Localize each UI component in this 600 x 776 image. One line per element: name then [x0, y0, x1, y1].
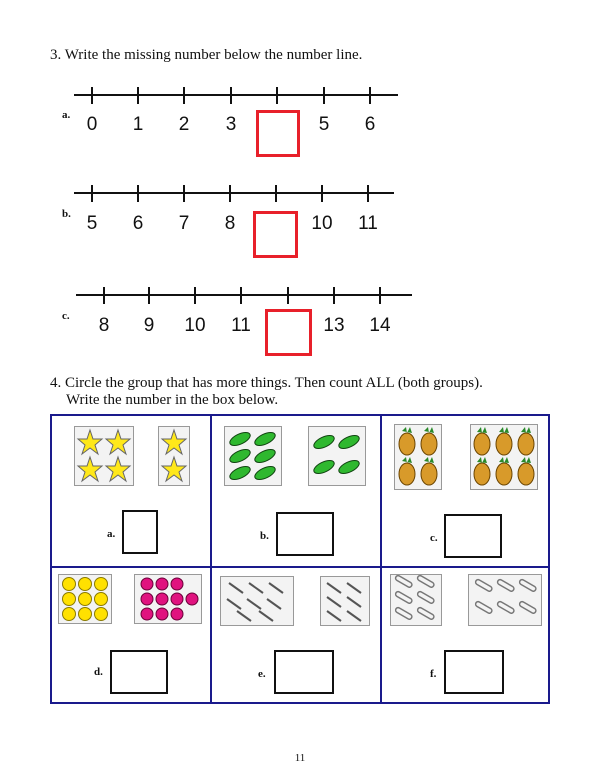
- group-left-a[interactable]: [74, 426, 134, 486]
- pineapple-icon: [471, 425, 537, 489]
- question-4-text-line-2: Write the number in the box below.: [66, 392, 279, 408]
- grid-cell-e: [212, 568, 378, 712]
- number-line-c-label: c.: [62, 310, 70, 322]
- number-line-c-number: 13: [323, 315, 345, 336]
- number-line-a-number: 1: [132, 114, 144, 135]
- cell-label-d: d.: [94, 666, 103, 678]
- number-line-b-number: 6: [132, 213, 144, 234]
- number-line-b: [74, 185, 394, 202]
- number-line-c-number: 9: [143, 315, 155, 336]
- group-right-e[interactable]: [320, 576, 370, 626]
- pineapple-icon: [395, 425, 441, 489]
- star-icon: [75, 427, 133, 485]
- group-right-c[interactable]: [470, 424, 538, 490]
- grid-cell-a: [52, 416, 218, 560]
- answer-box-a[interactable]: [256, 110, 300, 157]
- nail-icon: [321, 577, 369, 625]
- grid-cell-c: [382, 416, 548, 560]
- number-line-c-number: 8: [98, 315, 110, 336]
- group-right-b[interactable]: [308, 426, 366, 486]
- count-box-e[interactable]: [274, 650, 334, 694]
- group-left-b[interactable]: [224, 426, 282, 486]
- number-line-c-number: 11: [231, 315, 251, 336]
- cell-label-f: f.: [430, 668, 437, 680]
- group-left-e[interactable]: [220, 576, 294, 626]
- number-line-b-number: 11: [358, 213, 378, 234]
- number-line-b-number: 5: [86, 213, 98, 234]
- answer-box-c[interactable]: [265, 309, 312, 356]
- cell-label-b: b.: [260, 530, 269, 542]
- yellow-dot-icon: [59, 575, 111, 623]
- cell-label-e: e.: [258, 668, 266, 680]
- number-line-b-number: 7: [178, 213, 190, 234]
- number-line-a-number: 0: [86, 114, 98, 135]
- group-left-f[interactable]: [390, 574, 442, 626]
- cucumber-icon: [309, 427, 365, 485]
- number-line-b-number: 10: [311, 213, 333, 234]
- number-line-a-number: 3: [225, 114, 237, 135]
- star-icon: [159, 427, 189, 485]
- cell-label-c: c.: [430, 532, 438, 544]
- nail-icon: [221, 577, 293, 625]
- count-box-b[interactable]: [276, 512, 334, 556]
- number-line-a-number: 2: [178, 114, 190, 135]
- number-line-a-label: a.: [62, 109, 71, 121]
- group-left-c[interactable]: [394, 424, 442, 490]
- count-box-c[interactable]: [444, 514, 502, 558]
- cell-label-a: a.: [107, 528, 116, 540]
- question-3-text: 3. Write the missing number below the number line.: [50, 47, 363, 63]
- count-box-f[interactable]: [444, 650, 504, 694]
- group-right-a[interactable]: [158, 426, 190, 486]
- count-box-a[interactable]: [122, 510, 158, 554]
- pink-dot-icon: [135, 575, 201, 623]
- count-box-d[interactable]: [110, 650, 168, 694]
- group-left-d[interactable]: [58, 574, 112, 624]
- group-right-d[interactable]: [134, 574, 202, 624]
- question-4-text-line-1: 4. Circle the group that has more things. Then count ALL (both groups).: [50, 375, 483, 391]
- number-line-c-number: 10: [184, 315, 206, 336]
- answer-box-b[interactable]: [253, 211, 298, 258]
- number-line-b-number: 8: [224, 213, 236, 234]
- grid-cell-b: [212, 416, 378, 560]
- number-line-a-number: 6: [364, 114, 376, 135]
- number-line-a: [74, 87, 398, 104]
- group-right-f[interactable]: [468, 574, 542, 626]
- number-line-a-number: 5: [318, 114, 330, 135]
- cucumber-icon: [225, 427, 281, 485]
- safety-pin-icon: [391, 575, 441, 625]
- safety-pin-icon: [469, 575, 541, 625]
- grid-cell-d: [52, 568, 218, 712]
- page-number: 11: [294, 752, 306, 764]
- grid-cell-f: [382, 568, 548, 712]
- counting-grid: [50, 414, 550, 704]
- number-line-c-number: 14: [369, 315, 391, 336]
- number-line-b-label: b.: [62, 208, 71, 220]
- number-line-c: [76, 287, 412, 304]
